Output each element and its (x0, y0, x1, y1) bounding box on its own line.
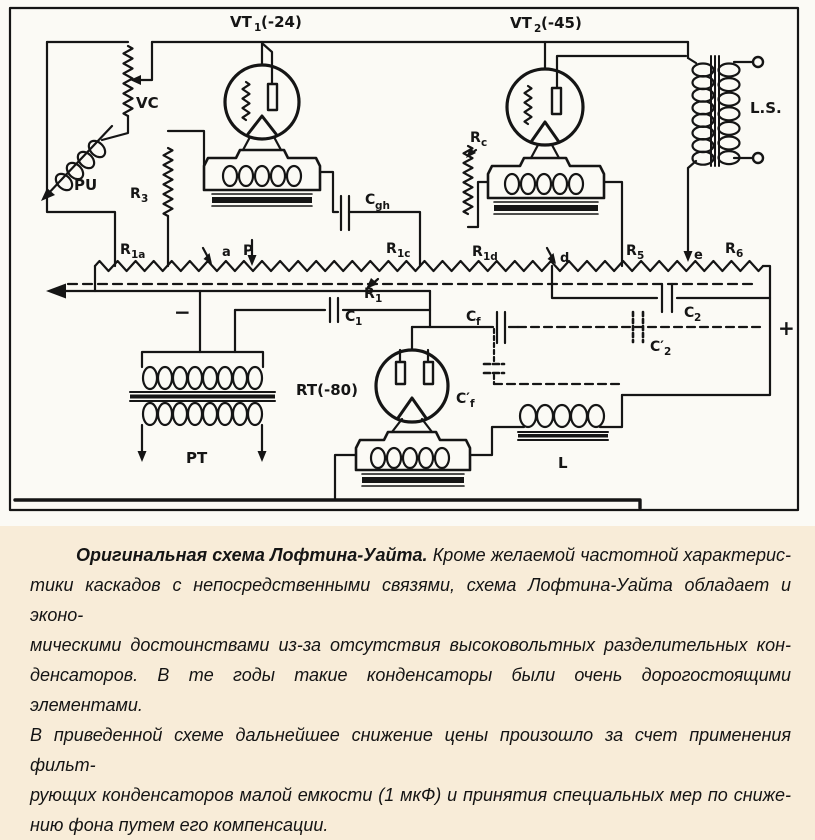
label-r1c: R (386, 241, 397, 257)
grid-electrode (525, 86, 532, 124)
svg-text:1: 1 (375, 293, 383, 305)
grid-electrode (243, 82, 250, 120)
svg-text:f: f (470, 398, 475, 410)
label-c2: C (684, 305, 695, 321)
label-tap-a: a (222, 245, 231, 260)
caption-text: Кроме желаемой частотной характерис- (432, 545, 791, 565)
vc-slider-arrow (130, 75, 141, 85)
caption-line: тики каскадов с непосредственными связями, схема Лофтина-Уайта обладает и эконо- (30, 575, 791, 625)
caption-line: рующих конденсаторов малой емкости (1 мкФ) и принятия специальных мер по сниже- (30, 785, 791, 805)
svg-text:3: 3 (141, 193, 149, 205)
vt2-filament-winding (488, 158, 604, 214)
tube-rt-rectifier (376, 350, 448, 432)
plate-electrode (268, 84, 277, 110)
label-c2-prime: C′ (650, 339, 664, 355)
capacitor-c2 (662, 284, 672, 312)
svg-text:(-24): (-24) (261, 13, 302, 31)
resistor-vc (124, 46, 133, 116)
label-tap-p: P (243, 243, 254, 259)
label-r1a: R (120, 242, 131, 258)
label-r3: R (130, 186, 141, 202)
caption-line: мическими достоинствами из-за отсутствия высоковольтных разделительных кон- (30, 635, 791, 655)
anode-right (424, 362, 433, 384)
capacitors (330, 196, 672, 373)
caption-line: В приведенной схеме дальнейшее снижение цены произошло за счет применения фильт- (30, 725, 791, 775)
transformer-pt (130, 367, 275, 425)
caption (0, 526, 815, 835)
pt-core (130, 395, 275, 399)
tap-e-arrow (684, 251, 693, 262)
label-tap-e: e (694, 248, 703, 263)
resistors (95, 46, 763, 271)
svg-text:6: 6 (736, 248, 744, 260)
svg-text:2: 2 (534, 23, 542, 35)
choke-l (518, 405, 608, 440)
label-c1: C (345, 309, 356, 325)
svg-text:1a: 1a (131, 249, 146, 261)
svg-text:5: 5 (637, 250, 645, 262)
label-r5: R (626, 243, 637, 259)
svg-text:2: 2 (664, 346, 672, 358)
label-cf: C (466, 309, 477, 325)
label-r1d: R (472, 244, 483, 260)
label-cf-prime: C′ (456, 391, 470, 407)
svg-text:1: 1 (254, 22, 262, 34)
capacitor-c1 (330, 298, 338, 322)
svg-text:1: 1 (355, 316, 363, 328)
capacitor-cf-prime (484, 364, 504, 373)
plate-electrode (552, 88, 561, 114)
tube-vt2 (507, 69, 583, 158)
label-vt1: VT (230, 13, 252, 31)
svg-text:1c: 1c (397, 248, 411, 260)
label-r6: R (725, 241, 736, 257)
tube-envelope (225, 65, 299, 139)
filament-electrode (531, 122, 559, 142)
capacitor-cgh (341, 196, 349, 230)
tube-envelope (507, 69, 583, 145)
label-plus: + (778, 316, 795, 340)
anode-left (396, 362, 405, 384)
label-ls: L.S. (750, 99, 782, 117)
pt-lead-arrow-left (138, 451, 147, 462)
label-pt: PT (186, 449, 208, 467)
resistor-chain-r1 (95, 261, 763, 271)
label-l: L (558, 454, 568, 472)
capacitor-cf (497, 312, 505, 343)
choke-winding (520, 405, 604, 427)
choke-core (518, 434, 608, 438)
svg-text:2: 2 (694, 312, 702, 324)
minus-bus-arrow (46, 284, 66, 299)
pt-primary-winding (143, 367, 262, 389)
vt1-filament-winding (204, 150, 320, 206)
label-minus: − (174, 300, 191, 324)
label-r1: R (364, 286, 375, 302)
label-rt: RT(-80) (296, 381, 358, 399)
output-secondary-winding (719, 64, 740, 165)
rt-filament-winding (356, 432, 470, 486)
label-vc: VC (136, 94, 159, 112)
filament-electrode (398, 398, 426, 418)
pt-lead-arrow-right (258, 451, 267, 462)
pt-secondary-winding (143, 403, 262, 425)
dashed-wires (68, 284, 762, 384)
label-tap-d: d (560, 251, 570, 266)
tube-envelope (376, 350, 448, 422)
caption-lead: Оригинальная схема Лофтина-Уайта. (76, 545, 428, 565)
label-pu: PU (74, 176, 98, 194)
caption-line: нию фона путем его компенсации. (30, 815, 329, 835)
svg-text:c: c (481, 137, 488, 149)
resistor-r3 (164, 148, 173, 216)
label-vt2: VT (510, 14, 532, 32)
svg-text:gh: gh (375, 200, 390, 212)
svg-text:f: f (476, 316, 481, 328)
caption-line (30, 540, 791, 570)
filament-electrode (248, 116, 276, 134)
svg-text:1d: 1d (483, 251, 498, 263)
svg-text:(-45): (-45) (541, 14, 582, 32)
label-rc: R (470, 130, 481, 146)
label-cgh: C (365, 192, 376, 208)
loudspeaker-terminal-bottom (753, 153, 763, 163)
caption-line: денсаторов. В те годы такие конденсаторы были очень дорогостоящими элементами. (30, 665, 791, 715)
loudspeaker-terminal-top (753, 57, 763, 67)
